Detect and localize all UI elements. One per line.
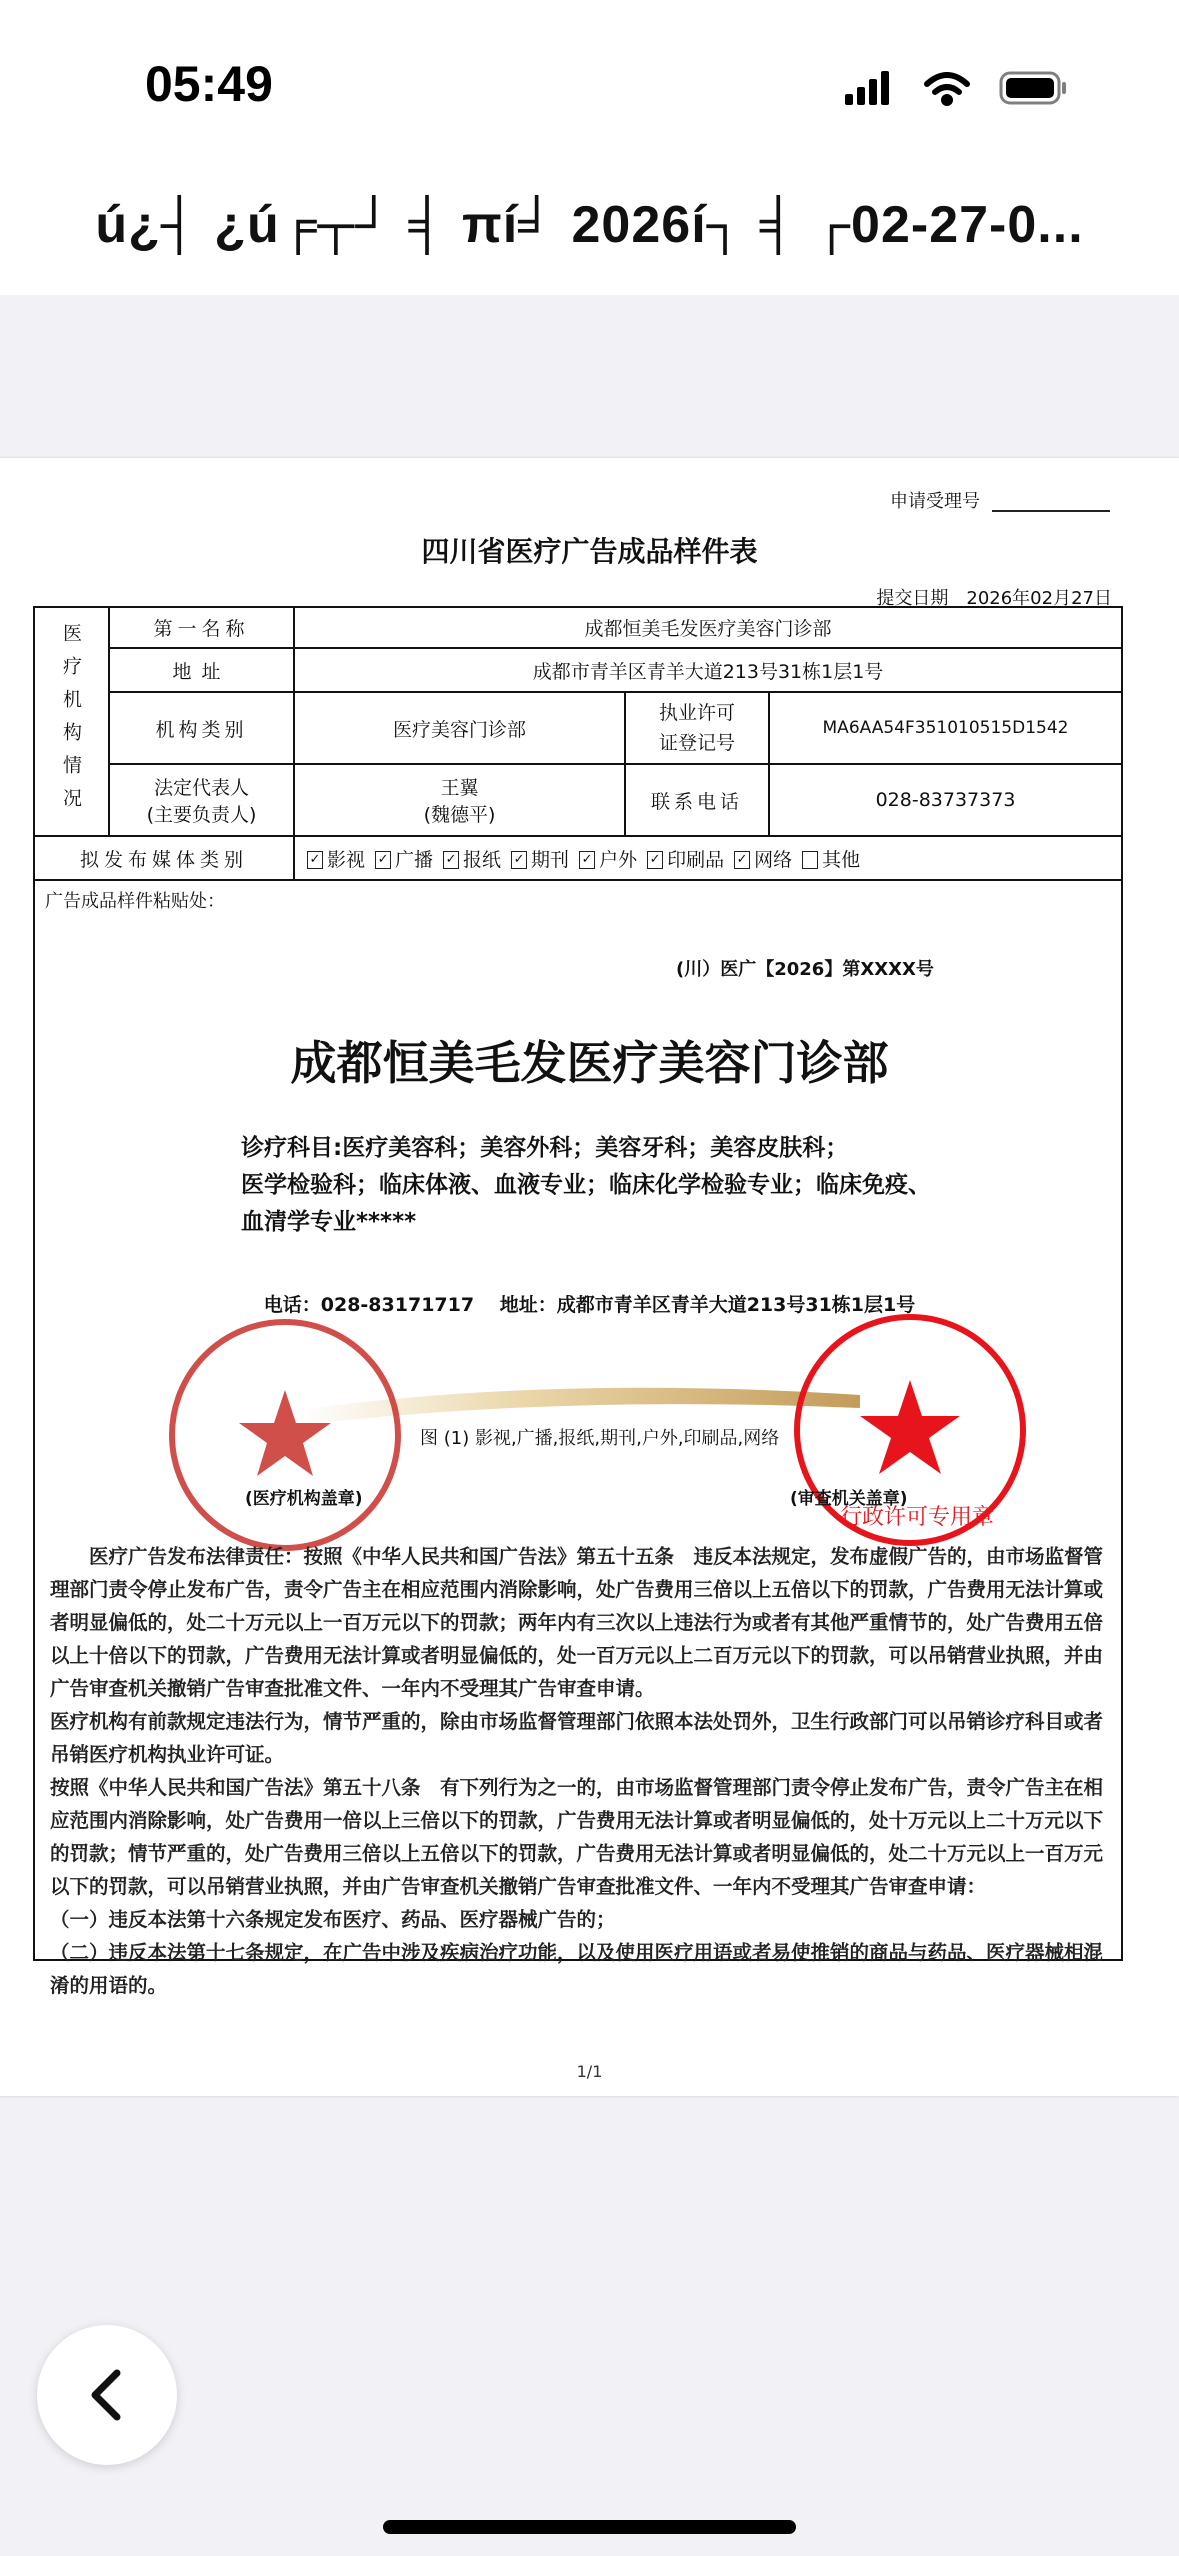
legal-notice	[50, 1540, 1115, 2002]
license-value: MA6AA54F351010515D1542	[769, 692, 1122, 764]
media-checkbox-label: 户外	[599, 848, 638, 871]
application-no-label: 申请受理号	[890, 491, 980, 512]
rep-value-cell	[294, 764, 625, 836]
home-indicator[interactable]	[383, 2520, 796, 2534]
media-label: 拟发布媒体类别	[34, 836, 294, 880]
media-checkbox-label: 广播	[395, 848, 434, 871]
back-button[interactable]	[37, 2325, 177, 2465]
departments	[241, 1130, 931, 1241]
document-title: ú¿┤ ¿ú╒┬┘ ╡ πí╛ 2026í┐ ╡ ┌02-27-0...	[95, 196, 1084, 254]
submit-date: 提交日期 2026年02月27日	[876, 588, 1112, 609]
ad-caption: 图 (1) 影视,广播,报纸,期刊,户外,印刷品,网络	[420, 1428, 780, 1449]
star-icon	[239, 1390, 331, 1476]
chevron-left-icon	[37, 2325, 177, 2465]
phone-value: 028-83737373	[769, 764, 1122, 836]
media-checkbox[interactable]: ✓	[375, 851, 391, 869]
authority-seal-subtext: 行政许可专用章	[840, 1505, 995, 1530]
address-value: 成都市青羊区青羊大道213号31栋1层1号	[294, 648, 1122, 692]
media-checkbox-label: 网络	[754, 848, 793, 871]
clinic-name-headline: 成都恒美毛发医疗美容门诊部	[290, 1036, 889, 1090]
wifi-icon	[927, 75, 967, 103]
rep-label: 法定代表人	[153, 777, 249, 799]
dept-line: 血清学专业*****	[241, 1209, 417, 1235]
rep-value-sub: (魏德平)	[423, 804, 496, 826]
status-icons	[845, 68, 1085, 108]
battery-icon	[1001, 73, 1066, 103]
media-checkbox-label: 期刊	[531, 848, 570, 871]
media-checkbox-group	[294, 836, 1122, 880]
clinic-seal-label: (医疗机构盖章)	[245, 1489, 363, 1509]
star-icon	[860, 1380, 960, 1474]
name-value: 成都恒美毛发医疗美容门诊部	[294, 607, 1122, 648]
media-checkbox-label: 报纸	[463, 848, 502, 871]
dept-line: 医学检验科；临床体液、血液专业；临床化学检验专业；临床免疫、	[241, 1172, 931, 1198]
address-label: 地址	[109, 648, 294, 692]
paste-label: 广告成品样件粘贴处：	[45, 891, 225, 912]
media-checkbox[interactable]: ✓	[647, 851, 663, 869]
clinic-seal	[165, 1315, 405, 1555]
media-checkbox[interactable]	[802, 851, 818, 869]
ad-contact: 电话：028-83171717 地址：成都市青羊区青羊大道213号31栋1层1号	[263, 1294, 916, 1316]
media-checkbox[interactable]: ✓	[579, 851, 595, 869]
law-paragraph: （一）违反本法第十六条规定发布医疗、药品、医疗器械广告的；	[50, 1908, 616, 1931]
dept-line: 诊疗科目:医疗美容科；美容外科；美容牙科；美容皮肤科；	[241, 1135, 849, 1161]
phone-label: 联系电话	[625, 764, 769, 836]
type-label: 机构类别	[109, 692, 294, 764]
page-indicator: 1/1	[576, 2062, 603, 2081]
law-paragraph: 医疗机构有前款规定违法行为，情节严重的，除由市场监督管理部门依照本法处罚外，卫生行政部门可以吊销诊疗科目或者吊销医疗机构执业许可证。	[50, 1710, 1104, 1766]
media-checkbox[interactable]: ✓	[734, 851, 750, 869]
media-checkbox[interactable]: ✓	[511, 851, 527, 869]
institution-table	[33, 606, 1123, 881]
form-title: 四川省医疗广告成品样件表	[421, 535, 758, 568]
signal-icon	[845, 71, 889, 105]
license-label: 执业许可证登记号	[625, 692, 769, 764]
side-label: 医疗机构情况	[34, 607, 109, 836]
media-checkbox-label: 印刷品	[667, 848, 725, 871]
law-paragraph: 医疗广告发布法律责任：按照《中华人民共和国广告法》第五十五条 违反本法规定，发布虚假广告的，由市场监督管理部门责令停止发布广告，责令广告主在相应范围内消除影响，处广告费用三倍以上五倍以下的罚款，广告费用无法计算或者明显偏低的，处二十万元以上一百万元以下的罚款；两年内有三次以上违法行为或者有其他严重情节的，处广告费用五倍以上十倍以下的罚款，广告费用无法计算或者明显偏低的，处一百万元以上二百万元以下的罚款，可以吊销营业执照，并由广告审查机关撤销广告审查批准文件、一年内不受理其广告审查申请。	[50, 1545, 1104, 1700]
type-value: 医疗美容门诊部	[294, 692, 625, 764]
media-checkbox[interactable]: ✓	[443, 851, 459, 869]
status-time: 05:49	[145, 56, 273, 112]
approval-number: (川）医广【2026】第XXXX号	[676, 959, 934, 980]
application-no-blank	[992, 510, 1110, 512]
rep-label-cell	[109, 764, 294, 836]
authority-seal-label: (审查机关盖章)	[790, 1489, 908, 1509]
media-checkbox[interactable]: ✓	[307, 851, 323, 869]
name-label: 第一名称	[109, 607, 294, 648]
rep-value: 王翼	[440, 777, 479, 799]
law-paragraph: 按照《中华人民共和国广告法》第五十八条 有下列行为之一的，由市场监督管理部门责令停止发布广告，责令广告主在相应范围内消除影响，处广告费用一倍以上三倍以下的罚款，广告费用无法计算或者明显偏低的，处十万元以上二十万元以下的罚款；情节严重的，处广告费用三倍以上五倍以下的罚款，广告费用无法计算或者明显偏低的，处二十万元以上一百万元以下的罚款，可以吊销营业执照，并由广告审查机关撤销广告审查批准文件、一年内不受理其广告审查申请：	[50, 1776, 1104, 1898]
media-checkbox-label: 其他	[822, 848, 861, 871]
rep-label-sub: (主要负责人)	[146, 804, 257, 826]
law-paragraph: （二）违反本法第十七条规定，在广告中涉及疾病治疗功能，以及使用医疗用语或者易使推销的商品与药品、医疗器械相混淆的用语的。	[50, 1941, 1104, 1997]
media-checkbox-label: 影视	[327, 848, 366, 871]
